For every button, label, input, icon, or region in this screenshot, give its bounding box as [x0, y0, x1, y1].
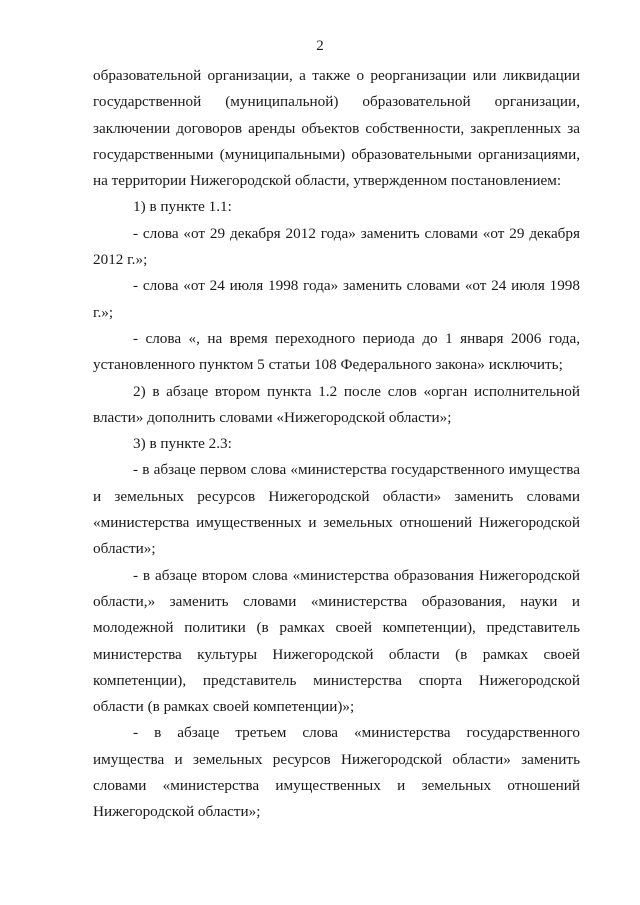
paragraph-subitem-3b: - в абзаце втором слова «министерства образования Нижегородской области,» заменить словами «министерства образования, науки и молодежной политики (в рамках своей компетенции), представитель министерства культуры Нижегородской области (в рамках своей компетенции), представитель министерства спорта Нижегородской области (в рамках своей компетенции)»;	[93, 566, 580, 716]
paragraph-subitem-1b: - слова «от 24 июля 1998 года» заменить словами «от 24 июля 1998 г.»;	[93, 277, 580, 321]
paragraph-subitem-3c: - в абзаце третьем слова «министерства государственного имущества и земельных ресурсов Нижегородской области» заменить словами «министерства имущественных и земельных отношений Нижегородской области»;	[93, 724, 580, 821]
paragraph-item-3: 3) в пункте 2.3:	[133, 435, 232, 453]
page-number: 2	[316, 38, 324, 54]
paragraph-item-1: 1) в пункте 1.1:	[133, 198, 232, 216]
paragraph-subitem-1a: - слова «от 29 декабря 2012 года» заменить словами «от 29 декабря 2012 г.»;	[93, 224, 580, 269]
paragraph-subitem-1c: - слова «, на время переходного периода до 1 января 2006 года, установленного пунктом 5 статьи 108 Федерального закона» исключить;	[93, 329, 580, 374]
paragraph-intro: образовательной организации, а также о реорганизации или ликвидации государственной (муниципальной) образовательной организации, заключении договоров аренды объектов собственности, закрепленных за государственными (муниципальными) образовательными организациями, на территории Нижегородской области, утвержденном постановлением:	[93, 67, 580, 190]
paragraph-subitem-3a: - в абзаце первом слова «министерства государственного имущества и земельных ресурсов Нижегородской области» заменить словами «министерства имущественных и земельных отношений Нижегородской области»;	[93, 461, 580, 558]
document-body	[93, 63, 580, 826]
paragraph-item-2: 2) в абзаце втором пункта 1.2 после слов «орган исполнительной власти» дополнить словами «Нижегородской области»;	[93, 382, 580, 426]
